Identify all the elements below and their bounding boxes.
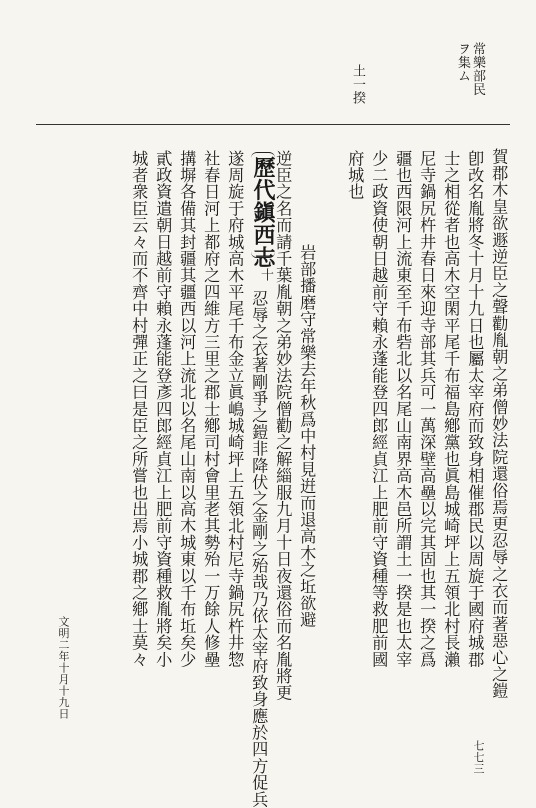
- text-column-5: 疆也西限河上流東至千布砦北以名尾山南界高木邑所謂土一揆是也太宰: [393, 150, 413, 668]
- text-column-3: 士之相從者也高木空閑平尾千布福島鄕黨也眞島城崎坪上五領北村長瀨: [441, 150, 461, 668]
- section-title: 歷代鎭西志: [250, 156, 276, 269]
- text-column-7: 府城也: [345, 150, 365, 201]
- section-label: 土一揆: [350, 64, 365, 105]
- text-column-6: 少二政資使朝日越前守賴永蓬能登四郎經貞江上肥前守資種等救肥前國: [369, 150, 389, 668]
- text-column-10: 忍辱之衣著剛爭之鎧非降伏之金剛之殆哉乃依太宰府致身應於四方促兵: [249, 290, 269, 808]
- date-note: 文明二年十月十九日: [57, 616, 70, 720]
- text-column-14: 貳政資遣朝日越前守賴永蓬能登彥四郎經貞江上肥前守資種救胤將矣小: [153, 150, 173, 668]
- running-head-1: 常樂部民: [470, 42, 485, 96]
- text-column-1: 賀郡木皇欲遯逆臣之聲勸胤朝之弟僧妙法院還俗焉更忍辱之衣而著惡心之鎧: [489, 148, 509, 700]
- text-column-11: 遂周旋于府城高木平尾千布金立眞嶋城崎坪上五領北村尼寺鍋尻杵井惣: [225, 150, 245, 668]
- header-rule: [36, 124, 510, 125]
- page-number: 七七三: [472, 740, 485, 775]
- text-column-9: 逆臣之名而請千葉胤朝之弟妙法院僧勸之解緇服九月十日夜還俗而名胤將更: [273, 150, 293, 702]
- text-column-15: 城者衆臣云々而不齊中村彈正之曰是臣之所嘗也出焉小城郡之鄕士莫々: [129, 150, 149, 668]
- text-column-8: 岩部播磨守常樂去年秋爲中村見逬而退高木之坵欲避: [297, 244, 317, 629]
- section-number: 十: [258, 268, 273, 282]
- text-column-2: 卽改名胤將冬十月十九日也屬太宰府而致身相催郡民以周旋于國府城郡: [465, 150, 485, 668]
- text-column-4: 尼寺鍋尻杵井春日來迎寺部其兵可一萬深壁高壘以完其固也其一揆之爲: [417, 150, 437, 668]
- text-column-12: 社春日河上都府之四維方三里之郡士鄕司村會里老其勢殆一万餘人修壘: [201, 150, 221, 668]
- text-column-13: 搆塀各備其封疆其疆西以河上流北以名尾山南以高木城東以千布坵矣少: [177, 150, 197, 668]
- running-head-2: ヲ集ム: [455, 42, 470, 83]
